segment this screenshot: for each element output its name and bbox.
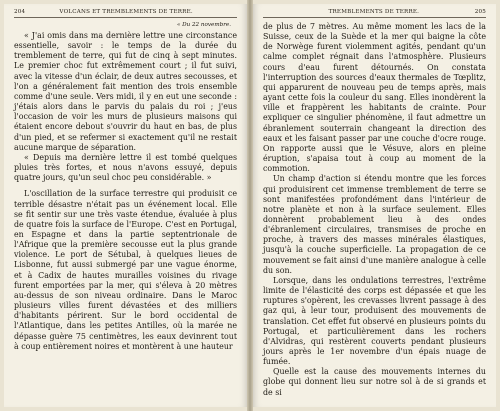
paragraph: de plus de 7 mètres. Au même moment les lacs de la Suisse, ceux de la Suède et la mer qui baigne la côte de Norwège furent violemment agités, pendant qu'un calme complet régnait dans l'atmosphère. Plusieurs cours d'eau furent détournés. On constata l'interruption des sources d'eaux thermales de Tœplitz, qui apparurent de nouveau peu de temps après, mais ayant cette fois la couleur du sang. Elles inondèrent la ville et frappèrent les habitants de crainte. Pour expliquer ce singulier phénomène, il faut admettre un ébranlement souterrain changeant la direction des eaux et les faisant passer par une couche d'ocre rouge. On rapporte aussi que le Vésuve, alors en pleine éruption, s'apaisa tout à coup au moment de la commotion. [263, 22, 486, 174]
left-page [4, 4, 247, 407]
left-running-title: VOLCANS ET TREMBLEMENTS DE TERRE. [59, 9, 193, 15]
paragraph: L'oscillation de la surface terrestre qui produisit ce terrible désastre n'était pas un événement local. Elle se fit sentir sur une très vaste étendue, évaluée à plus de quatre fois la surface de l'Europe. C'est en Portugal, en Espagne et dans la partie septentrionale de l'Afrique que la première secousse eut la plus grande violence. Le port de Sétubal, à quelques lieues de Lisbonne, fut aussi submergé par une vague énorme, et à Cadix de hautes murailles voisines du rivage furent emportées par la mer, qui s'éleva à 20 mètres au-dessus de son niveau ordinaire. Dans le Maroc plusieurs villes furent dévastées et des milliers d'habitants périrent. Sur le bord occidental de l'Atlantique, dans les petites Antilles, où la marée ne dépasse guère 75 centimètres, les eaux devinrent tout à coup entièrement noires et montèrent à une hauteur [14, 189, 237, 351]
paragraph: « J'ai omis dans ma dernière lettre une circonstance essentielle, savoir : le temps de la durée du tremblement de terre, qui fut de cinq à sept minutes. Le premier choc fut extrêmement court ; il fut suivi, avec la vitesse d'un éclair, de deux autres secousses, et l'on a généralement fait mention des trois ensemble comme d'une seule. Vers midi, il y en eut une seconde : j'étais alors dans le parvis du palais du roi ; j'eus l'occasion de voir les murs de plusieurs maisons qui étaient encore debout s'ouvrir du haut en bas, de plus d'un pied, et se refermer si exactement qu'il ne restait aucune marque de séparation. [14, 31, 237, 152]
right-page [253, 4, 496, 407]
right-running-title: TREMBLEMENTS DE TERRE. [328, 9, 420, 15]
right-running-head [263, 9, 486, 18]
left-page-number: 204 [14, 9, 26, 15]
right-page-number: 205 [474, 9, 486, 15]
paragraph: Quelle est la cause des mouvements internes du globe qui donnent lieu sur notre sol à de si grands et de si [263, 367, 486, 397]
right-page-text [263, 22, 486, 398]
paragraph: Lorsque, dans les ondulations terrestres, l'extrême limite de l'élasticité des corps est dépassée et que les ruptures s'opèrent, les crevasses livrent passage à des gaz qui, à leur tour, produisent des mouvements de translation. Cet effet fut observé en plusieurs points du Portugal, et particulièrement dans les rochers d'Alvidras, qui restèrent couverts pendant plusieurs jours après le 1er novembre d'un épais nuage de fumée. [263, 275, 486, 367]
paragraph: « Depuis ma dernière lettre il est tombé quelques pluies très fortes, et nous n'avons essuyé, depuis quatre jours, qu'un seul choc peu considérable. » [14, 152, 237, 183]
left-page-text [14, 31, 237, 352]
paragraph: Un champ d'action si étendu montre que les forces qui produisirent cet immense tremblement de terre se sont manifestées profondément dans l'intérieur de notre planète et non à la surface seulement. Elles donnèrent probablement lieu à des ondes d'ébranlement circulaires, transmises de proche en proche, à travers des masses minérales élastiques, jusqu'à la couche superficielle. La propagation de ce mouvement se fait ainsi d'une manière analogue à celle du son. [263, 174, 486, 275]
letter-dateline: « Du 22 novembre. [176, 22, 231, 28]
left-running-head [14, 9, 237, 18]
